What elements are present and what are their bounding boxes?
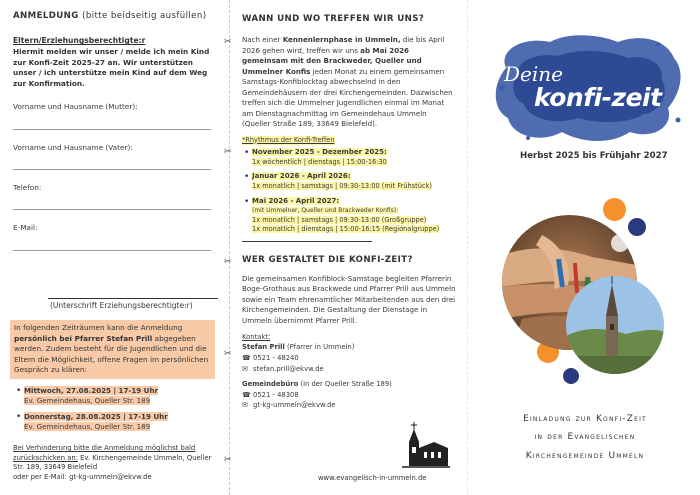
scissors-icon: ✂ [224, 455, 232, 465]
registration-heading-note: (bitte beidseitig ausfüllen) [82, 11, 207, 21]
father-name-field[interactable] [13, 169, 211, 170]
title-konfi-zeit: konfi-zeit [534, 83, 662, 112]
registration-dates [14, 386, 214, 438]
list-item: • Mai 2026 - April 2027: (mit Ummelner, Queller und Brackweder Konfis): 1x monatlich | samstags | 09:30-13:00 (Großgruppe) 1x monatlich | dienstags | 15:00-16:15 (Regionalgruppe) [252, 197, 456, 235]
scissors-icon: ✂ [224, 349, 232, 359]
signature-label: (Unterschrift Erziehungsberechtigte:r) [50, 301, 193, 310]
section-heading-when: WANN UND WO TREFFEN WIR UNS? [242, 14, 425, 24]
office-phone: 0521 - 48308 [253, 390, 299, 399]
period-subtitle: Herbst 2025 bis Frühjahr 2027 [520, 151, 668, 161]
father-name-label: Vorname und Hausname (Vater): [13, 142, 133, 152]
contact-block: Kontakt: Stefan Prill (Pfarrer in Ummeln) ☎ 0521 - 48240 ✉ stefan.prill@ekvw.de Gemeindebüro (in der Queller Straße 189) ☎ 0521 - 48308 ✉ gt-kg-ummeln@ekvw.de [242, 333, 456, 411]
title-deine: Deine [504, 62, 563, 86]
phone-field[interactable] [13, 209, 211, 210]
fold-line-right [467, 0, 468, 495]
mail-icon: ✉ [242, 364, 248, 373]
mail-icon: ✉ [242, 401, 248, 410]
contact-email[interactable]: stefan.prill@ekvw.de [253, 364, 324, 373]
registration-info-box: In folgenden Zeiträumen kann die Anmeldung persönlich bei Pfarrer Stefan Prill abgegeben werden. Zudem besteht für die Jugendlichen und die Eltern die Möglichkeit, offene Fragen im persönlichen Gespräch zu klären: [10, 320, 215, 379]
decor-dot [563, 368, 579, 384]
invitation-text: Einladung zur Konfi-Zeit in der Evangelischen Kirchengemeinde Ummeln [523, 414, 647, 461]
mother-name-field[interactable] [13, 129, 211, 130]
scissors-icon: ✂ [224, 37, 232, 47]
fold-line-left [229, 0, 230, 495]
divider [242, 241, 372, 242]
decor-dot [628, 218, 646, 236]
email-field[interactable] [13, 250, 211, 251]
signature-field[interactable] [48, 298, 218, 299]
list-item: • Januar 2026 - April 2026: 1x monatlich | samstags | 09:30-13:00 (mit Frühstück) [252, 172, 456, 191]
phone-icon: ☎ [242, 354, 251, 362]
scissors-icon: ✂ [224, 147, 232, 157]
registration-heading: ANMELDUNG (bitte beidseitig ausfüllen) [13, 11, 207, 21]
guardian-title: Eltern/Erziehungsberechtigte:r [13, 36, 146, 46]
phone-icon: ☎ [242, 390, 251, 399]
organizers-text: Die gemeinsamen Konfiblock-Samstage begleiten Pfarrerin Boge-Grothaus aus Brackwede und Pfarrer Prill aus Ummeln sowie ein Team ehrenamtlicher Mitarbeitenden aus den drei Kirchengemeinden. Die Gestaltung der Dienstage in Ummeln übernimmt Pfarrer Prill. [242, 273, 456, 325]
contact-label: Kontakt: [242, 333, 271, 342]
rhythm-section [242, 135, 456, 235]
scissors-icon: ✂ [224, 257, 232, 267]
contact-phone: 0521 - 48240 [253, 354, 299, 362]
return-address: Bei Verhinderung bitte die Anmeldung möglichst bald zurückschicken an: Ev. Kirchengemeinde Ummeln, Queller Str. 189, 33649 Bielefeld oder per E-Mail: gt-kg-ummeln@ekvw.de [13, 444, 212, 481]
phone-label: Telefon: [13, 183, 42, 193]
list-item: • Donnerstag, 28.08.2025 | 17-19 Uhr Ev. Gemeindehaus, Queller Str. 189 [24, 412, 214, 432]
email-label: E-Mail: [13, 223, 38, 233]
section-heading-who: WER GESTALTET DIE KONFI-ZEIT? [242, 254, 413, 265]
decor-dot [603, 198, 626, 221]
office-email[interactable]: gt-kg-ummeln@ekvw.de [253, 401, 336, 410]
photo-church-tower [566, 276, 664, 374]
website-link[interactable]: www.evangelisch-in-ummeln.de [318, 474, 427, 482]
contact-name: Stefan Prill [242, 343, 285, 352]
list-item: • Mittwoch, 27.08.2025 | 17-19 Uhr Ev. Gemeindehaus, Queller Str. 189 [24, 386, 214, 406]
registration-intro: Hiermit melden wir unser / melde ich mein Kind zur Konfi-Zeit 2025-27 an. Wir unterstützen unser / ich unterstütze mein Kind auf dem Weg zur Konfirmation. [13, 46, 210, 88]
office-name: Gemeindebüro [242, 379, 299, 388]
schedule-text: Nach einer Kennenlernphase in Ummeln, die bis April 2026 gehen wird, treffen wir uns ab Mai 2026 gemeinsam mit den Brackweder, Queller und Ummelner Konfis jeden Monat zu einem gemeinsamen Samstags-Konfiblocktag abwechselnd in den Gemeindehäusern der drei Kirchengemeinden. Dazwischen treffen sich die Ummelner Jugendlichen einmal im Monat am Dienstagnachmittag im Gemeindehaus Ummeln (Queller Straße 189, 33649 Bielefeld). [242, 35, 453, 129]
church-icon [400, 420, 452, 470]
cover-title [488, 28, 688, 148]
rhythm-title: *Rhythmus der Konfi-Treffen [242, 135, 335, 144]
list-item: • November 2025 - Dezember 2025: 1x wöchentlich | dienstags | 15:00-16:30 [252, 148, 456, 167]
mother-name-label: Vorname und Hausname (Mutter): [13, 102, 138, 112]
